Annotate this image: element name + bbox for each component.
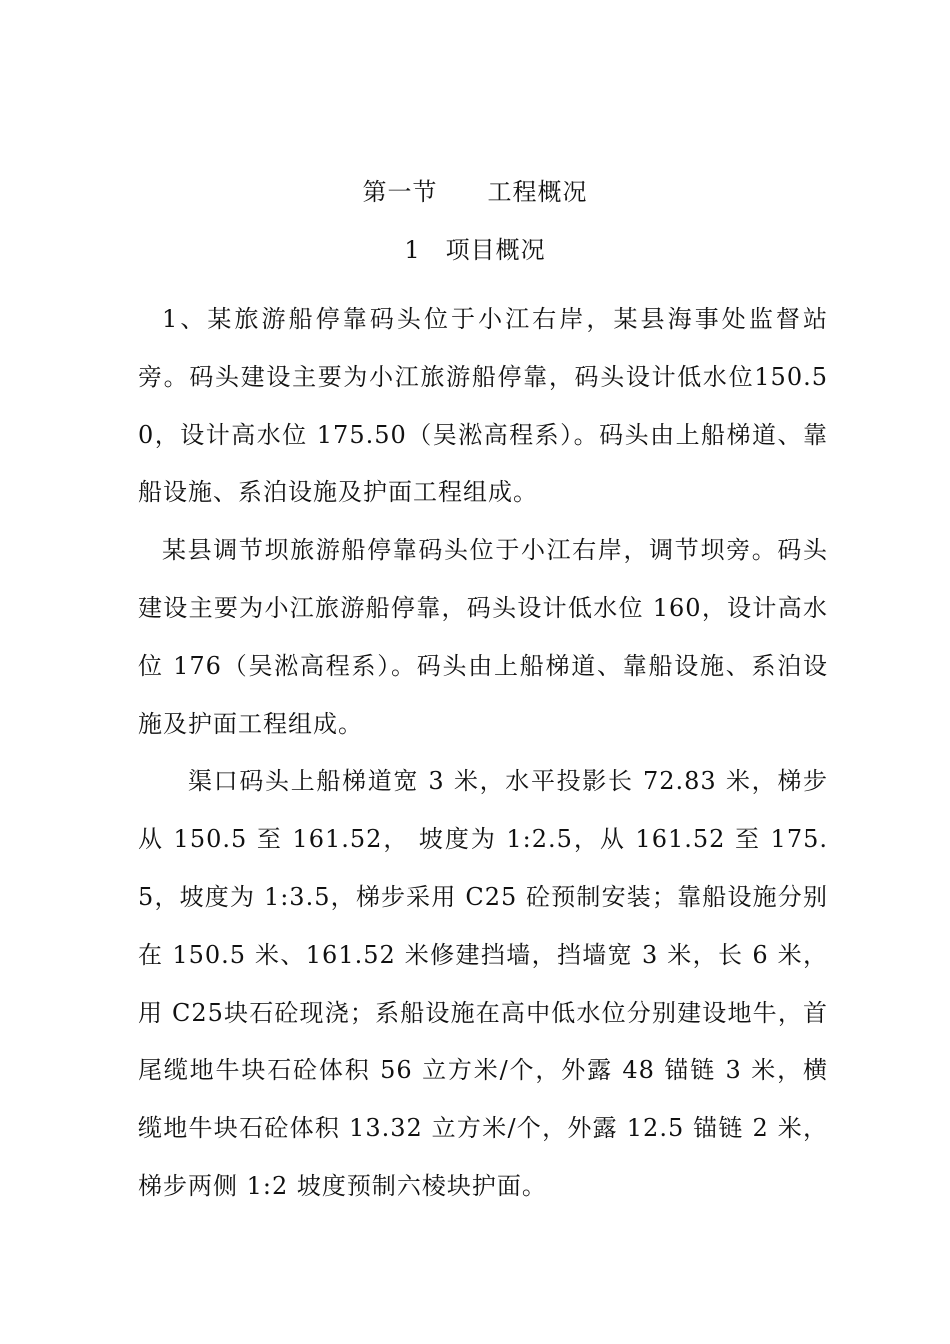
- section-title: 第一节 工程概况: [362, 178, 588, 206]
- sub-title: 1 项目概况: [404, 236, 546, 264]
- paragraph-3: 渠口码头上船梯道宽 3 米，水平投影长 72.83 米，梯步从 150.5 至 161.52， 坡度为 1:2.5，从 161.52 至 175.5，坡度为 1:3.5，梯步采用 C25 砼预制安装；靠船设施分别在 150.5 米、161.52 米修建挡墙，挡墙宽 3 米，长 6 米，用 C25块石砼现浇；系船设施在高中低水位分别建设地牛，首尾缆地牛块石砼体积 56 立方米/个，外露 48 锚链 3 米，横缆地牛块石砼体积 13.32 立方米/个，外露 12.5 锚链 2 米，梯步两侧 1:2 坡度预制六棱块护面。: [138, 767, 828, 1200]
- paragraph-1: 1、某旅游船停靠码头位于小江右岸，某县海事处监督站旁。码头建设主要为小江旅游船停靠，码头设计低水位150.50，设计高水位 175.50（吴淞高程系）。码头由上船梯道、靠船设施、系泊设施及护面工程组成。: [138, 305, 828, 507]
- paragraph-2: 某县调节坝旅游船停靠码头位于小江右岸，调节坝旁。码头建设主要为小江旅游船停靠，码头设计低水位 160，设计高水位 176（吴淞高程系）。码头由上船梯道、靠船设施、系泊设施及护面工程组成。: [138, 536, 828, 738]
- document-body: [138, 291, 828, 1216]
